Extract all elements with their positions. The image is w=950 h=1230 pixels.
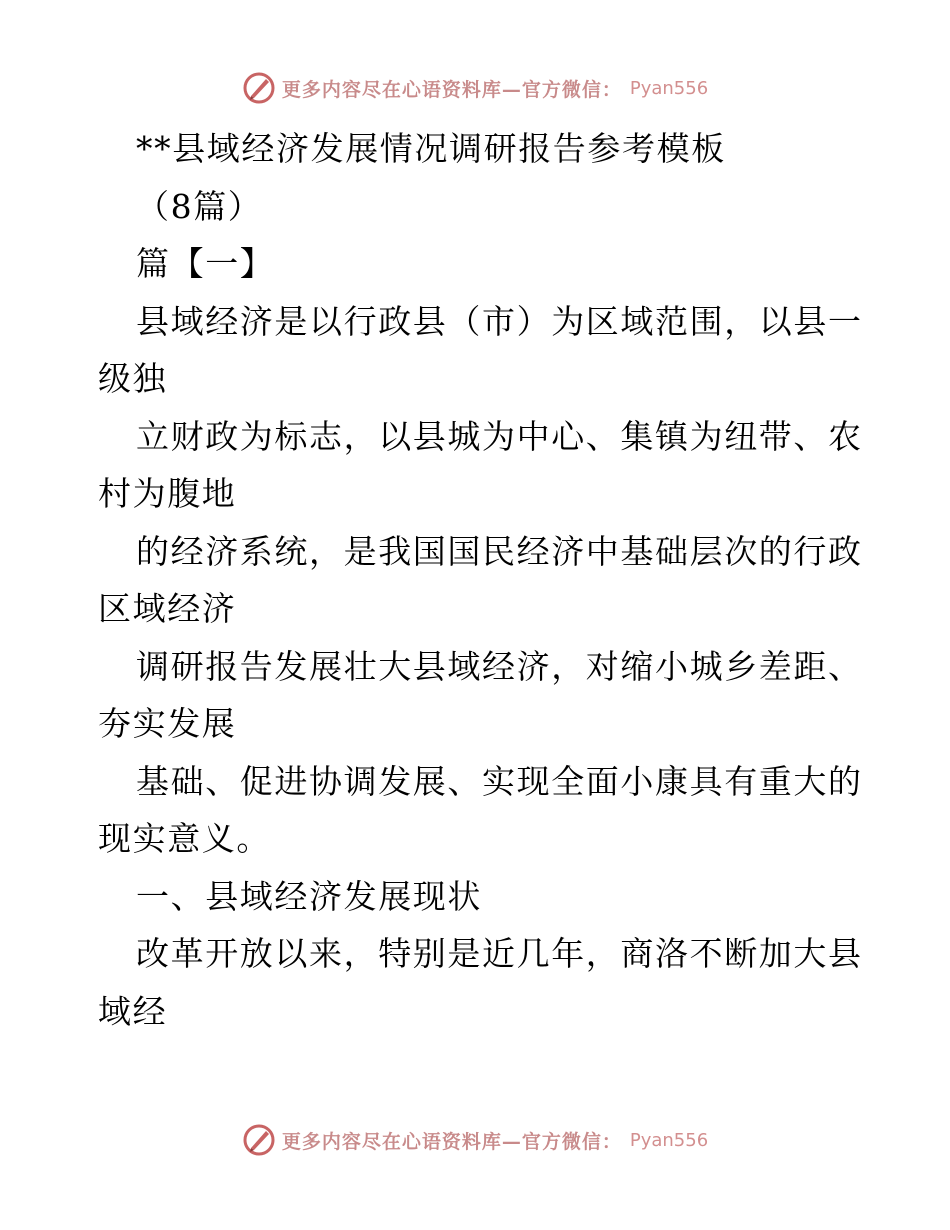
document-line: 夯实发展 — [98, 704, 237, 743]
document-line: 现实意义。 — [98, 819, 271, 858]
quill-seal-icon — [242, 71, 276, 105]
banner-wechat-id: Pyan556 — [629, 1129, 709, 1151]
document-line: （8篇） — [136, 186, 263, 226]
document-line: 一、县域经济发展现状 — [136, 876, 482, 916]
document-line: 改革开放以来，特别是近几年，商洛不断加大县 — [136, 934, 863, 973]
banner-wechat-id: Pyan556 — [629, 77, 709, 99]
document-line: 基础、促进协调发展、实现全面小康具有重大的 — [136, 761, 863, 801]
document-line: 调研报告发展壮大县域经济，对缩小城乡差距、 — [136, 646, 863, 686]
document-body — [98, 120, 863, 1040]
document-line: 区域经济 — [98, 589, 237, 628]
document-line: 的经济系统，是我国国民经济中基础层次的行政 — [136, 531, 863, 571]
document-line: 县域经济是以行政县（市）为区域范围，以县一 — [136, 301, 863, 341]
banner-text: 更多内容尽在心语资料库—官方微信： — [281, 78, 622, 101]
document-line: 域经 — [98, 991, 168, 1031]
header-watermark-banner — [0, 70, 950, 106]
quill-seal-icon — [242, 1123, 276, 1157]
document-line: 级独 — [98, 359, 168, 398]
footer-watermark-banner — [0, 1122, 950, 1158]
document-title: **县域经济发展情况调研报告参考模板 — [136, 129, 726, 168]
document-line: 立财政为标志，以县城为中心、集镇为纽带、农 — [136, 416, 863, 456]
document-line: 村为腹地 — [98, 474, 237, 513]
banner-text: 更多内容尽在心语资料库—官方微信： — [281, 1130, 622, 1153]
document-line: 篇【一】 — [136, 244, 275, 283]
